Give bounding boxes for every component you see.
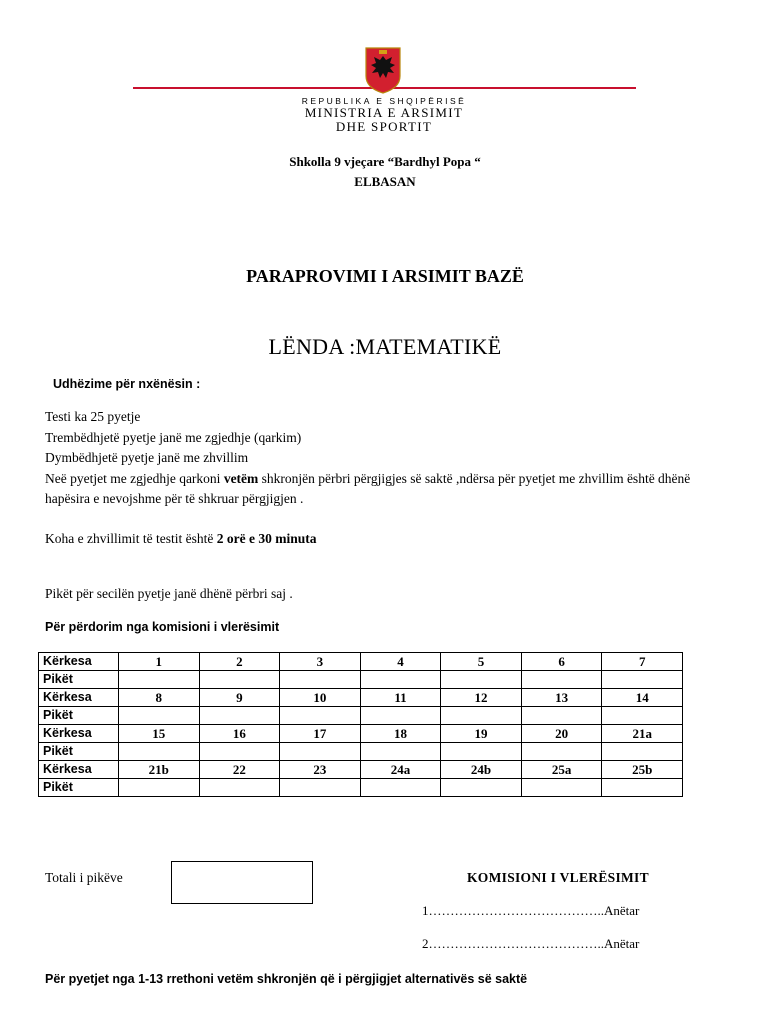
points-cell[interactable]: [602, 779, 683, 797]
multiple-choice-instruction: Për pyetjet nga 1-13 rrethoni vetëm shkronjën që i përgjigjet alternativës së saktë: [45, 972, 528, 986]
school-name: Shkolla 9 vjeçare “Bardhyl Popa “: [289, 154, 481, 169]
points-cell[interactable]: [280, 707, 361, 725]
points-cell[interactable]: [602, 743, 683, 761]
points-cell[interactable]: [199, 779, 280, 797]
question-number-cell: 25b: [602, 761, 683, 779]
question-number-cell: 14: [602, 689, 683, 707]
instruction-line: Testi ka 25 pyetje: [45, 409, 141, 424]
points-row: [39, 743, 683, 761]
points-cell[interactable]: [521, 671, 602, 689]
points-label: Pikët: [39, 779, 119, 797]
question-number-cell: 6: [521, 653, 602, 671]
points-label: Pikët: [39, 743, 119, 761]
question-number-cell: 21a: [602, 725, 683, 743]
question-number-cell: 15: [119, 725, 200, 743]
requirement-row: [39, 689, 683, 707]
question-number-cell: 9: [199, 689, 280, 707]
points-cell[interactable]: [521, 743, 602, 761]
instruction-text: Neë pyetjet me zgjedhje qarkoni: [45, 470, 224, 486]
points-row: [39, 671, 683, 689]
instruction-emphasis: vetëm: [223, 470, 259, 486]
republic-label: REPUBLIKA E SHQIPËRISË: [301, 96, 467, 106]
question-number-cell: 20: [521, 725, 602, 743]
points-cell[interactable]: [360, 743, 441, 761]
total-points-label: Totali i pikëve: [45, 870, 123, 885]
question-number-cell: 8: [119, 689, 200, 707]
points-cell[interactable]: [521, 707, 602, 725]
school-block: [200, 152, 570, 192]
points-cell[interactable]: [441, 779, 522, 797]
points-cell[interactable]: [360, 779, 441, 797]
points-cell[interactable]: [119, 671, 200, 689]
instructions-heading: Udhëzime për nxënësin :: [53, 377, 201, 391]
points-cell[interactable]: [441, 743, 522, 761]
question-number-cell: 18: [360, 725, 441, 743]
points-cell[interactable]: [521, 779, 602, 797]
albania-emblem-icon: [364, 46, 402, 94]
points-cell[interactable]: [602, 707, 683, 725]
question-number-cell: 4: [360, 653, 441, 671]
question-number-cell: 11: [360, 689, 441, 707]
school-city: ELBASAN: [354, 174, 416, 189]
duration-line: [45, 531, 316, 547]
ministry-line2: DHE SPORTIT: [335, 118, 433, 134]
question-number-cell: 19: [441, 725, 522, 743]
committee-member-line: 2…………………………………..Anëtar: [422, 936, 640, 951]
question-number-cell: 5: [441, 653, 522, 671]
instruction-line: [45, 469, 735, 510]
points-cell[interactable]: [199, 707, 280, 725]
points-note: Pikët për secilën pyetje janë dhënë përbri saj .: [45, 586, 293, 601]
committee-title: KOMISIONI I VLERËSIMIT: [467, 870, 649, 885]
points-label: Pikët: [39, 671, 119, 689]
points-cell[interactable]: [360, 707, 441, 725]
question-number-cell: 2: [199, 653, 280, 671]
points-cell[interactable]: [280, 671, 361, 689]
requirement-row: [39, 653, 683, 671]
requirement-label: Kërkesa: [39, 761, 119, 779]
points-cell[interactable]: [602, 671, 683, 689]
committee-use-heading: Për përdorim nga komisioni i vlerësimit: [45, 620, 280, 634]
instruction-text: shkronjën përbri përgjigjes së saktë ,ndërsa për pyetjet me zhvillim është dhënë hapësira e nevojshme për të shkruar përgjigjen .: [45, 470, 691, 506]
points-cell[interactable]: [119, 743, 200, 761]
question-number-cell: 24b: [441, 761, 522, 779]
question-number-cell: 25a: [521, 761, 602, 779]
committee-member-line: 1…………………………………..Anëtar: [422, 903, 640, 918]
question-number-cell: 3: [280, 653, 361, 671]
points-row: [39, 707, 683, 725]
points-cell[interactable]: [280, 743, 361, 761]
points-cell[interactable]: [119, 779, 200, 797]
question-number-cell: 24a: [360, 761, 441, 779]
ministry-line1: MINISTRIA E ARSIMIT: [304, 104, 464, 120]
question-number-cell: 17: [280, 725, 361, 743]
requirement-label: Kërkesa: [39, 725, 119, 743]
question-number-cell: 21b: [119, 761, 200, 779]
total-points-box[interactable]: [171, 861, 313, 904]
duration-value: 2 orë e 30 minuta: [216, 531, 317, 546]
instructions-body: [45, 407, 735, 510]
question-number-cell: 7: [602, 653, 683, 671]
points-cell[interactable]: [199, 671, 280, 689]
requirement-label: Kërkesa: [39, 653, 119, 671]
duration-text: Koha e zhvillimit të testit është: [45, 531, 217, 546]
points-cell[interactable]: [119, 707, 200, 725]
question-number-cell: 10: [280, 689, 361, 707]
question-number-cell: 23: [280, 761, 361, 779]
points-cell[interactable]: [360, 671, 441, 689]
question-number-cell: 22: [199, 761, 280, 779]
scores-table: [38, 652, 683, 797]
points-label: Pikët: [39, 707, 119, 725]
instruction-line: Dymbëdhjetë pyetje janë me zhvillim: [45, 450, 249, 465]
points-cell[interactable]: [441, 671, 522, 689]
instruction-line: Trembëdhjetë pyetje janë me zgjedhje (qarkim): [45, 429, 302, 445]
points-cell[interactable]: [280, 779, 361, 797]
exam-title: PARAPROVIMI I ARSIMIT BAZË: [246, 266, 524, 286]
ministry-header: [260, 97, 508, 133]
subject-title: LËNDA :MATEMATIKË: [268, 334, 502, 359]
question-number-cell: 12: [441, 689, 522, 707]
requirement-row: [39, 725, 683, 743]
requirement-row: [39, 761, 683, 779]
question-number-cell: 13: [521, 689, 602, 707]
points-cell[interactable]: [199, 743, 280, 761]
question-number-cell: 1: [119, 653, 200, 671]
points-cell[interactable]: [441, 707, 522, 725]
question-number-cell: 16: [199, 725, 280, 743]
points-row: [39, 779, 683, 797]
requirement-label: Kërkesa: [39, 689, 119, 707]
